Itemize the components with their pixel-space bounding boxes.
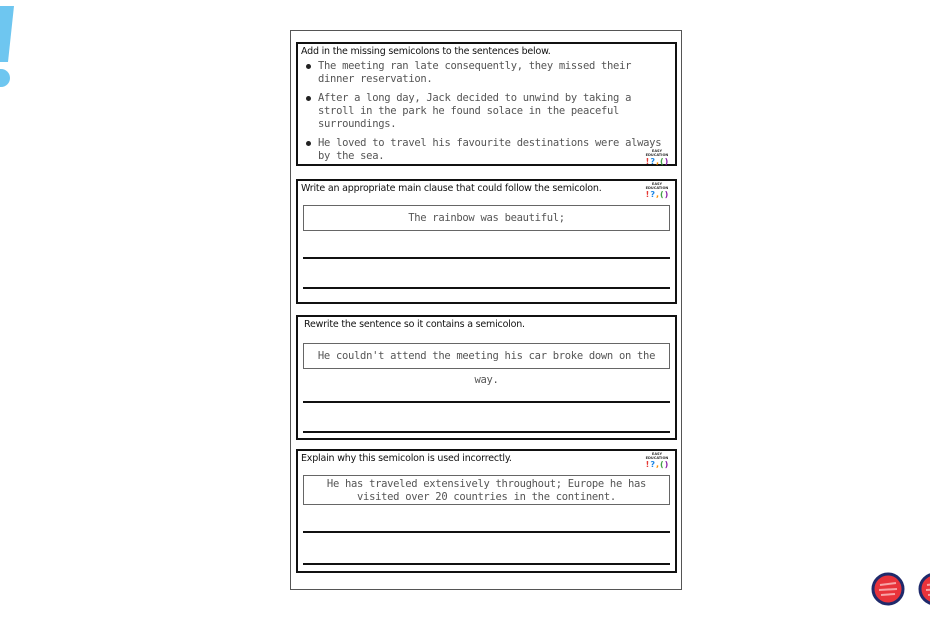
bullet-icon [306, 64, 311, 69]
answer-line [303, 563, 670, 565]
brand-circle-icon [871, 572, 905, 606]
task-explain-semicolon [296, 449, 677, 573]
task-missing-semicolons [296, 42, 677, 166]
prompt-sentence: He has traveled extensively throughout; Europe he has visited over 20 countries in the continent. [303, 475, 670, 505]
list-item: He loved to travel his favourite destinations were always by the sea. [304, 137, 667, 163]
task-title: Rewrite the sentence so it contains a semicolon. [304, 319, 525, 330]
worksheet-page [290, 30, 682, 590]
bullet-icon [306, 141, 311, 146]
prompt-sentence: The rainbow was beautiful; [303, 205, 670, 231]
answer-line [303, 531, 670, 533]
easy-education-logo: EASY EDUCATION ! ? , ( ) [645, 149, 669, 166]
answer-line [303, 287, 670, 289]
brand-circle-icon [918, 572, 930, 606]
task-title: Add in the missing semicolons to the sentences below. [301, 46, 551, 57]
answer-line [303, 401, 670, 403]
easy-education-logo: EASY EDUCATION ! ? , ( ) [645, 182, 669, 199]
bullet-icon [306, 96, 311, 101]
exclamation-decoration-icon [0, 6, 16, 88]
answer-line [303, 257, 670, 259]
answer-line [303, 431, 670, 433]
list-item: The meeting ran late consequently, they missed their dinner reservation. [304, 60, 667, 86]
list-item: After a long day, Jack decided to unwind by taking a stroll in the park he found solace in the peaceful surroundings. [304, 92, 667, 131]
sentence-list [304, 60, 667, 169]
prompt-sentence: He couldn't attend the meeting his car broke down on the way. [303, 343, 670, 369]
task-main-clause [296, 179, 677, 304]
task-title: Write an appropriate main clause that could follow the semicolon. [301, 183, 602, 194]
easy-education-logo: EASY EDUCATION ! ? , ( ) [645, 452, 669, 469]
task-title: Explain why this semicolon is used incorrectly. [301, 453, 512, 464]
task-rewrite-sentence [296, 315, 677, 440]
